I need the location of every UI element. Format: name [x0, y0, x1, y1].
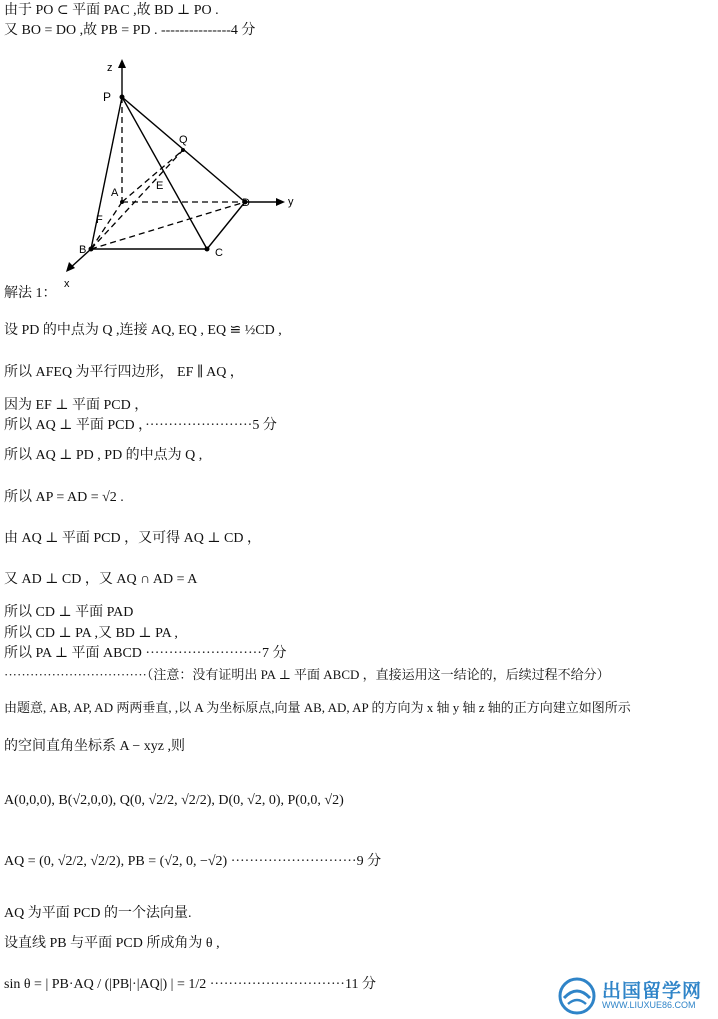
text-line: AQ = (0, √2/2, √2/2), PB = (√2, 0, −√2) ···························9 分 [4, 854, 382, 869]
y-axis-arrow [276, 198, 285, 206]
watermark-icon [556, 976, 598, 1016]
label-B: B [79, 244, 87, 256]
label-F: F [96, 214, 103, 226]
text-line: 所以 AQ ⊥ PD , PD 的中点为 Q , [4, 448, 203, 463]
watermark-url: WWW.LIUXUE86.COM [602, 1000, 696, 1010]
text-line: 所以 AP = AD = √2 . [4, 490, 124, 505]
label-A: A [111, 187, 119, 199]
point-B [89, 247, 94, 252]
text-line: AQ 为平面 PCD 的一个法向量. [4, 906, 192, 921]
point-A [120, 200, 124, 204]
text-line: A(0,0,0), B(√2,0,0), Q(0, √2/2, √2/2), D(0, √2, 0), P(0,0, √2) [4, 793, 344, 808]
text-line: 所以 CD ⊥ PA ,又 BD ⊥ PA , [4, 626, 178, 641]
edge-CD [207, 202, 245, 249]
label-x: x [64, 278, 70, 290]
label-P: P [103, 90, 112, 104]
z-axis-arrow [118, 59, 126, 68]
edge-AQ [122, 150, 183, 202]
text-line: 又 AD ⊥ CD ，又 AQ ∩ AD = A [4, 572, 198, 587]
text-line: 的空间直角坐标系 A − xyz ,则 [4, 739, 185, 754]
edge-BD [91, 202, 245, 249]
text-line: 解法 1： [4, 286, 57, 301]
label-y: y [288, 196, 294, 208]
point-C [205, 247, 210, 252]
watermark-text: 出国留学网 [602, 981, 703, 1002]
text-line: 设直线 PB 与平面 PCD 所成角为 θ , [4, 936, 220, 951]
label-C: C [215, 247, 223, 259]
text-line: 所以 CD ⊥ 平面 PAD [4, 605, 134, 620]
text-line: 所以 AQ ⊥ 平面 PCD ，·······················5 分 [4, 418, 277, 433]
text-line: 由于 PO ⊂ 平面 PAC ,故 BD ⊥ PO . [4, 3, 219, 18]
text-line: 又 BO = DO ,故 PB = PD . ---------------4 分 [4, 23, 256, 38]
point-P [120, 95, 125, 100]
label-z: z [107, 62, 113, 74]
edge-PC [122, 97, 207, 249]
text-line: 由题意, AB, AP, AD 两两垂直, ,以 A 为坐标原点,向量 AB, AD, AP 的方向为 x 轴 y 轴 z 轴的正方向建立如图所示 [4, 700, 631, 715]
edge-BQ [91, 150, 183, 249]
watermark-logo [556, 976, 716, 1016]
x-axis-arrow [66, 262, 75, 272]
text-line: 由 AQ ⊥ 平面 PCD ，又可得 AQ ⊥ CD ， [4, 531, 261, 546]
label-Q: Q [179, 134, 188, 146]
text-line: sin θ = | PB·AQ / (|PB|·|AQ|) | = 1/2 ·····························11 分 [4, 977, 376, 992]
edge-PB [91, 97, 122, 249]
text-line: 因为 EF ⊥ 平面 PCD ， [4, 398, 149, 413]
geometry-figure [55, 55, 315, 295]
text-line: 设 PD 的中点为 Q ,连接 AQ, EQ , EQ ≌ ½CD , [4, 323, 282, 338]
text-line: ·································（注意：没有证明出 PA ⊥ 平面 ABCD ，直接运用这一结论的，后续过程不给分） [4, 667, 610, 682]
text-line: 所以 PA ⊥ 平面 ABCD ·························7 分 [4, 646, 287, 661]
label-D: D [242, 197, 250, 209]
label-E: E [156, 180, 164, 192]
text-line: 所以 AFEQ 为平行四边形， EF ∥ AQ ， [4, 365, 244, 380]
point-Q [181, 148, 185, 152]
